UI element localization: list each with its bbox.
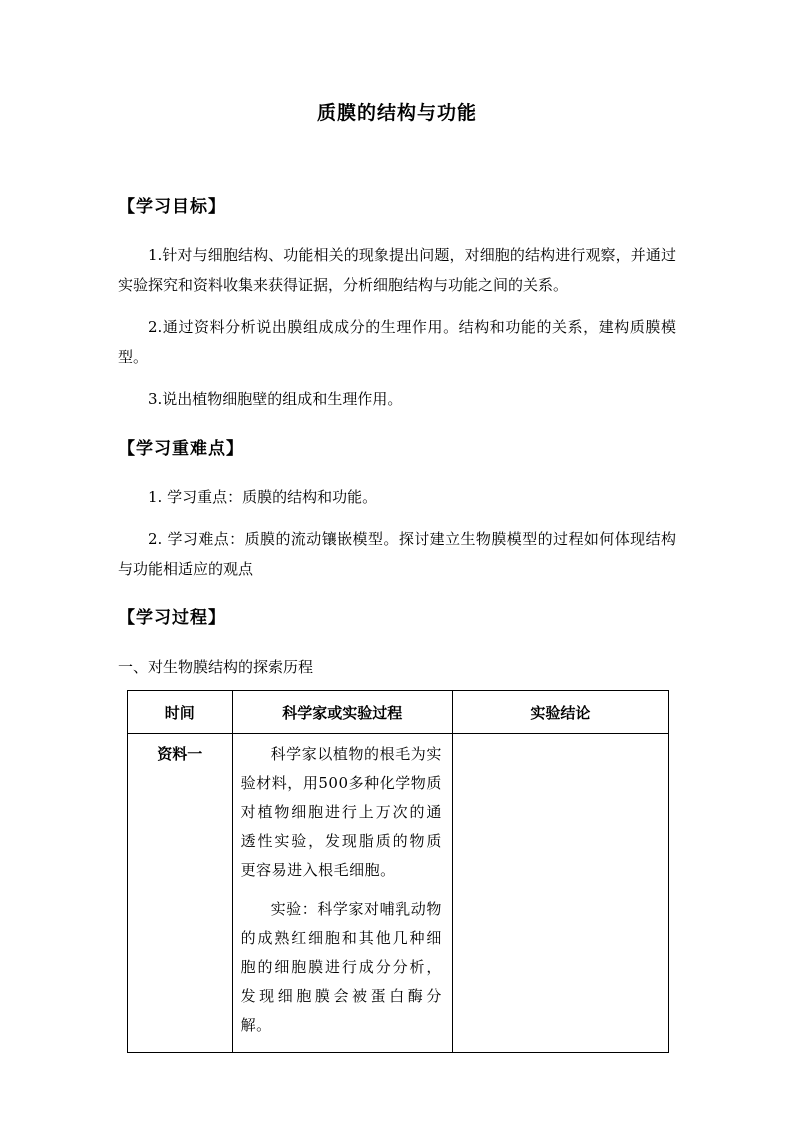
process-cell xyxy=(232,734,452,1053)
material-paragraph-2: 实验：科学家对哺乳动物的成熟红细胞和其他几种细胞的细胞膜进行成分分析，发现细胞膜会被蛋白酶分解。 xyxy=(240,900,442,1034)
objectives-heading: 【学习目标】 xyxy=(118,197,226,217)
key-point-item-1: 1. 学习重点：质膜的结构和功能。 xyxy=(148,488,378,506)
key-point-item-2: 2. 学习难点：质膜的流动镶嵌模型。探讨建立生物膜模型的过程如何体现结构与功能相适应的观点 xyxy=(118,530,676,578)
conclusion-cell[interactable] xyxy=(452,734,668,1053)
exploration-table xyxy=(127,690,669,1053)
page-title: 质膜的结构与功能 xyxy=(316,102,477,124)
header-conclusion: 实验结论 xyxy=(452,691,668,734)
objective-item-1: 1.针对与细胞结构、功能相关的现象提出问题，对细胞的结构进行观察，并通过实验探究和资料收集来获得证据，分析细胞结构与功能之间的关系。 xyxy=(118,246,676,294)
table-row xyxy=(128,734,669,1053)
material-paragraph-1: 科学家以植物的根毛为实验材料，用500多种化学物质对植物细胞进行上万次的通透性实验，发现脂质的物质更容易进入根毛细胞。 xyxy=(240,745,442,879)
header-process: 科学家或实验过程 xyxy=(232,691,452,734)
objective-item-2: 2.通过资料分析说出膜组成成分的生理作用。结构和功能的关系，建构质膜模型。 xyxy=(118,318,676,366)
table-header-row xyxy=(128,691,669,734)
key-points-heading: 【学习重难点】 xyxy=(118,439,244,459)
process-heading: 【学习过程】 xyxy=(118,608,226,628)
header-time: 时间 xyxy=(128,691,233,734)
process-subheading: 一、对生物膜结构的探索历程 xyxy=(118,658,314,676)
row-label: 资料一 xyxy=(128,734,233,1053)
objective-item-3: 3.说出植物细胞壁的组成和生理作用。 xyxy=(148,390,403,408)
